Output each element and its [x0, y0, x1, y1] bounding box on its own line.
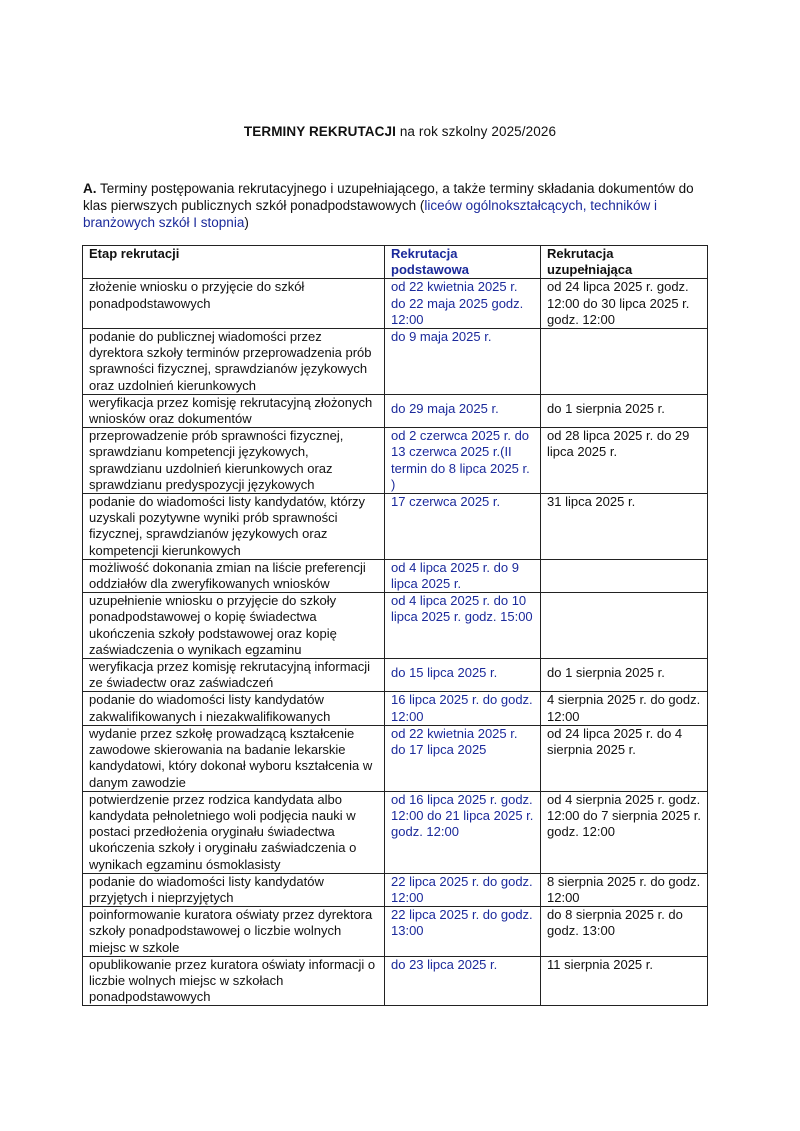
- stage-cell: potwierdzenie przez rodzica kandydata albo kandydata pełnoletniego woli podjęcia nauki w postaci przedłożenia oryginału świadectwa ukończenia szkoły i oryginału zaświadczenia o wynikach egzaminu ósmoklasisty: [83, 791, 385, 873]
- basic-date-cell: do 9 maja 2025 r.: [385, 329, 541, 395]
- table-row: [83, 428, 708, 494]
- stage-cell: weryfikacja przez komisję rekrutacyjną złożonych wniosków oraz dokumentów: [83, 394, 385, 427]
- page-title-rest: na rok szkolny 2025/2026: [395, 124, 557, 139]
- basic-date-cell: 22 lipca 2025 r. do godz. 13:00: [385, 907, 541, 957]
- stage-cell: podanie do wiadomości listy kandydatów zakwalifikowanych i niezakwalifikowanych: [83, 692, 385, 725]
- stage-cell: opublikowanie przez kuratora oświaty informacji o liczbie wolnych miejsc w szkołach ponadpodstawowych: [83, 956, 385, 1006]
- basic-date-cell: od 16 lipca 2025 r. godz. 12:00 do 21 lipca 2025 r. godz. 12:00: [385, 791, 541, 873]
- stage-cell: podanie do wiadomości listy kandydatów przyjętych i nieprzyjętych: [83, 873, 385, 906]
- stage-cell: poinformowanie kuratora oświaty przez dyrektora szkoły ponadpodstawowej o liczbie wolnych miejsc w szkole: [83, 907, 385, 957]
- basic-date-cell: od 22 kwietnia 2025 r. do 17 lipca 2025: [385, 725, 541, 791]
- table-row: [83, 791, 708, 873]
- table-row: [83, 394, 708, 427]
- recruitment-schedule-table: [82, 245, 708, 1006]
- table-row: [83, 725, 708, 791]
- header-basic: Rekrutacja podstawowa: [385, 246, 541, 279]
- table-row: [83, 279, 708, 329]
- table-row: [83, 593, 708, 659]
- table-row: [83, 873, 708, 906]
- supplementary-date-cell: [541, 329, 708, 395]
- table-row: [83, 659, 708, 692]
- supplementary-date-cell: do 8 sierpnia 2025 r. do godz. 13:00: [541, 907, 708, 957]
- table-row: [83, 329, 708, 395]
- basic-date-cell: od 22 kwietnia 2025 r. do 22 maja 2025 godz. 12:00: [385, 279, 541, 329]
- basic-date-cell: do 23 lipca 2025 r.: [385, 956, 541, 1006]
- basic-date-cell: od 4 lipca 2025 r. do 9 lipca 2025 r.: [385, 559, 541, 592]
- stage-cell: weryfikacja przez komisję rekrutacyjną informacji ze świadectw oraz zaświadczeń: [83, 659, 385, 692]
- page-title-bold: TERMINY REKRUTACJI: [243, 124, 396, 139]
- stage-cell: wydanie przez szkołę prowadzącą kształcenie zawodowe skierowania na badanie lekarskie kandydatowi, który dokonał wyboru kształcenia w danym zawodzie: [83, 725, 385, 791]
- table-header-row: [83, 246, 708, 279]
- intro-text: Terminy postępowania rekrutacyjnego i uzupełniającego, a także terminy składania dokumentów do klas pierwszych publicznych szkół ponadpodstawowych (: [83, 181, 694, 213]
- basic-date-cell: od 2 czerwca 2025 r. do 13 czerwca 2025 r.(II termin do 8 lipca 2025 r. ): [385, 428, 541, 494]
- table-row: [83, 907, 708, 957]
- supplementary-date-cell: do 1 sierpnia 2025 r.: [541, 394, 708, 427]
- supplementary-date-cell: [541, 559, 708, 592]
- table-row: [83, 692, 708, 725]
- header-stage: Etap rekrutacji: [83, 246, 385, 279]
- supplementary-date-cell: od 24 lipca 2025 r. do 4 sierpnia 2025 r.: [541, 725, 708, 791]
- stage-cell: uzupełnienie wniosku o przyjęcie do szkoły ponadpodstawowej o kopię świadectwa ukończenia szkoły podstawowej oraz kopię zaświadczenia o wynikach egzaminu: [83, 593, 385, 659]
- table-row: [83, 956, 708, 1006]
- stage-cell: możliwość dokonania zmian na liście preferencji oddziałów dla zweryfikowanych wniosków: [83, 559, 385, 592]
- stage-cell: przeprowadzenie prób sprawności fizycznej, sprawdzianu kompetencji językowych, sprawdzianu uzdolnień kierunkowych oraz sprawdzianu predyspozycji językowych: [83, 428, 385, 494]
- stage-cell: podanie do publicznej wiadomości przez dyrektora szkoły terminów przeprowadzenia prób sprawności fizycznej, sprawdzianów językowych oraz uzdolnień kierunkowych: [83, 329, 385, 395]
- basic-date-cell: do 15 lipca 2025 r.: [385, 659, 541, 692]
- page-title: [0, 124, 800, 139]
- supplementary-date-cell: [541, 593, 708, 659]
- basic-date-cell: od 4 lipca 2025 r. do 10 lipca 2025 r. godz. 15:00: [385, 593, 541, 659]
- stage-cell: podanie do wiadomości listy kandydatów, którzy uzyskali pozytywne wyniki prób sprawności fizycznej, sprawdzianów językowych oraz kompetencji kierunkowych: [83, 494, 385, 560]
- basic-date-cell: 16 lipca 2025 r. do godz. 12:00: [385, 692, 541, 725]
- basic-date-cell: do 29 maja 2025 r.: [385, 394, 541, 427]
- supplementary-date-cell: od 28 lipca 2025 r. do 29 lipca 2025 r.: [541, 428, 708, 494]
- supplementary-date-cell: od 4 sierpnia 2025 r. godz. 12:00 do 7 sierpnia 2025 r. godz. 12:00: [541, 791, 708, 873]
- supplementary-date-cell: 8 sierpnia 2025 r. do godz. 12:00: [541, 873, 708, 906]
- intro-marker: A.: [83, 181, 97, 196]
- basic-date-cell: 22 lipca 2025 r. do godz. 12:00: [385, 873, 541, 906]
- header-supplementary: Rekrutacja uzupełniająca: [541, 246, 708, 279]
- intro-text-end: ): [244, 215, 249, 230]
- supplementary-date-cell: do 1 sierpnia 2025 r.: [541, 659, 708, 692]
- table-row: [83, 494, 708, 560]
- supplementary-date-cell: 31 lipca 2025 r.: [541, 494, 708, 560]
- supplementary-date-cell: 11 sierpnia 2025 r.: [541, 956, 708, 1006]
- supplementary-date-cell: od 24 lipca 2025 r. godz. 12:00 do 30 lipca 2025 r. godz. 12:00: [541, 279, 708, 329]
- intro-paragraph: [83, 180, 713, 231]
- intro-school-types: liceów ogólnokształcących, techników i branżowych szkół I stopnia: [83, 198, 658, 230]
- supplementary-date-cell: 4 sierpnia 2025 r. do godz. 12:00: [541, 692, 708, 725]
- basic-date-cell: 17 czerwca 2025 r.: [385, 494, 541, 560]
- stage-cell: złożenie wniosku o przyjęcie do szkół ponadpodstawowych: [83, 279, 385, 329]
- table-row: [83, 559, 708, 592]
